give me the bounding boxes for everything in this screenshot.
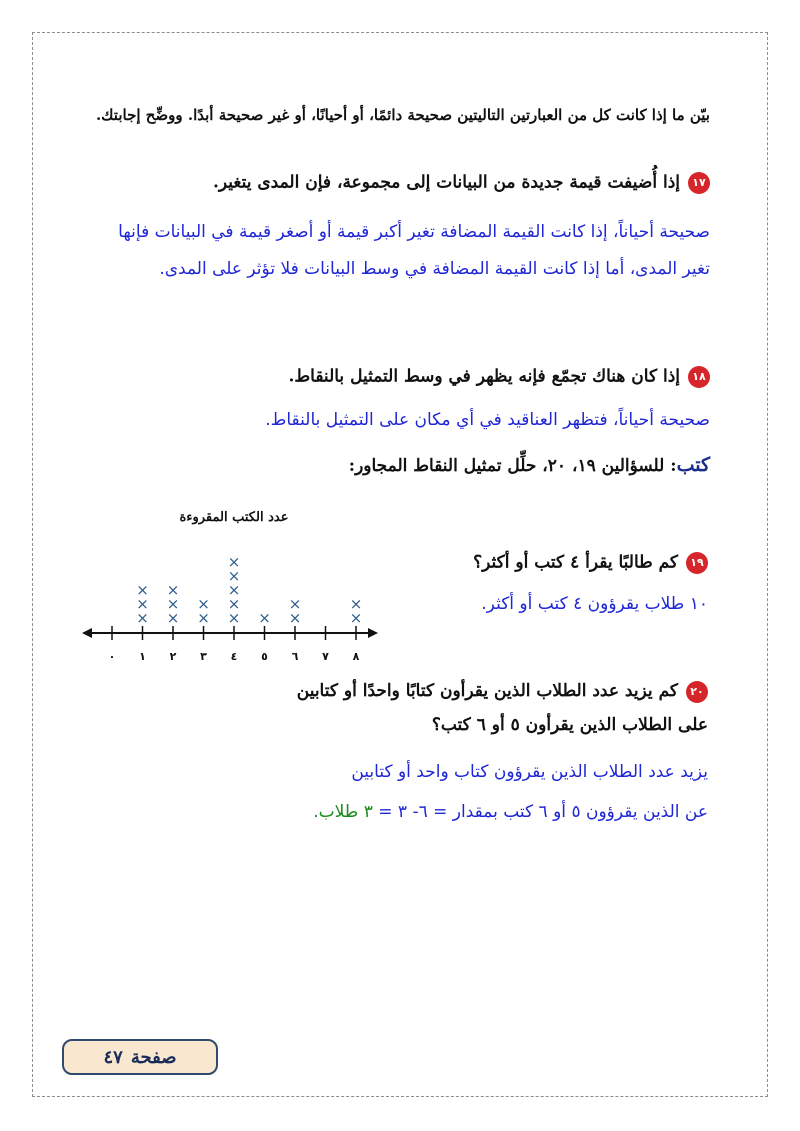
- tick-label: ٢: [169, 650, 177, 663]
- tick-label: ٧: [322, 650, 329, 663]
- data-point-x: ×: [227, 581, 241, 599]
- answer-20-line-1: يزيد عدد الطلاب الذين يقرؤون كتاب واحد أو كتابين: [351, 762, 708, 782]
- question-19: [473, 552, 708, 574]
- tick-label: ٦: [291, 650, 299, 663]
- data-point-x: ×: [227, 609, 241, 627]
- data-point-x: ×: [136, 595, 149, 613]
- answer-18: صحيحة أحياناً، فتظهر العناقيد في أي مكان على التمثيل بالنقاط.: [265, 410, 710, 430]
- data-point-x: ×: [166, 581, 180, 599]
- question-20: [288, 674, 708, 742]
- question-text: إذا أُضيفت قيمة جديدة من البيانات إلى مجموعة، فإن المدى يتغير.: [212, 172, 680, 193]
- dot-plot-chart: [80, 505, 390, 675]
- section-instruction: : للسؤالين ١٩، ٢٠، حلِّل تمثيل النقاط المجاور:: [348, 456, 677, 476]
- data-point-x: ×: [258, 609, 271, 627]
- tick-label: ٣: [200, 650, 207, 663]
- axis-arrow-left: [82, 628, 92, 638]
- page-word: صفحة: [130, 1046, 177, 1068]
- question-number-badge: ١٩: [686, 552, 708, 574]
- answer-19: ١٠ طلاب يقرؤون ٤ كتب أو أكثر.: [481, 594, 708, 614]
- intro-instructions: بيّن ما إذا كانت كل من العبارتين التاليتين صحيحة دائمًا، أو أحيانًا، أو غير صحيحة أبدًا. ووضِّح إجابتك.: [95, 106, 710, 124]
- page-number-badge: [62, 1039, 218, 1075]
- books-section-heading: [349, 454, 710, 476]
- data-point-x: ×: [197, 609, 210, 627]
- answer-20-expression: عن الذين يقرؤون ٥ أو ٦ كتب بمقدار = ٦- ٣ =: [372, 802, 708, 822]
- question-number-badge: ١٧: [688, 172, 710, 194]
- answer-20-result: ٣ طلاب.: [313, 802, 373, 822]
- question-text: كم طالبًا يقرأ ٤ كتب أو أكثر؟: [473, 552, 678, 573]
- question-17: [213, 172, 710, 194]
- answer-20-line-2: [88, 792, 708, 832]
- data-point-x: ×: [136, 609, 149, 627]
- tick-label: ١: [139, 650, 146, 663]
- question-text: كم يزيد عدد الطلاب الذين يقرأون كتابًا واحدًا أو كتابين على الطلاب الذين يقرأون ٥ أو ٦ كتب؟: [296, 681, 708, 735]
- data-point-x: ×: [349, 595, 363, 613]
- question-18: [289, 366, 710, 388]
- axis-arrow-right: [368, 628, 378, 638]
- data-point-x: ×: [288, 595, 302, 613]
- data-point-x: ×: [227, 595, 241, 613]
- data-point-x: ×: [288, 609, 302, 627]
- data-point-x: ×: [349, 609, 363, 627]
- question-number-badge: ١٨: [688, 366, 710, 388]
- data-point-x: ×: [166, 609, 180, 627]
- answer-20: [88, 752, 708, 832]
- tick-label: ٥: [261, 650, 268, 663]
- data-point-x: ×: [227, 567, 241, 585]
- question-number-badge: ٢٠: [686, 681, 708, 703]
- chart-title: عدد الكتب المقروءة: [179, 510, 289, 525]
- tick-label: ٤: [230, 650, 238, 663]
- data-point-x: ×: [136, 581, 149, 599]
- tick-label: ٠: [108, 650, 116, 663]
- page-number: ٤٧: [103, 1046, 123, 1068]
- tick-label: ٨: [352, 650, 360, 663]
- section-keyword: كتب: [676, 454, 710, 476]
- question-text: إذا كان هناك تجمّع فإنه يظهر في وسط التمثيل بالنقاط.: [288, 366, 680, 387]
- answer-17: صحيحة أحياناً، إذا كانت القيمة المضافة تغير أكبر قيمة أو أصغر قيمة في البيانات فإنها تغير المدى، أما إذا كانت القيمة المضافة في وسط البيانات فلا تؤثر على المدى.: [118, 222, 710, 279]
- data-point-x: ×: [227, 553, 241, 571]
- data-point-x: ×: [197, 595, 210, 613]
- data-point-x: ×: [166, 595, 180, 613]
